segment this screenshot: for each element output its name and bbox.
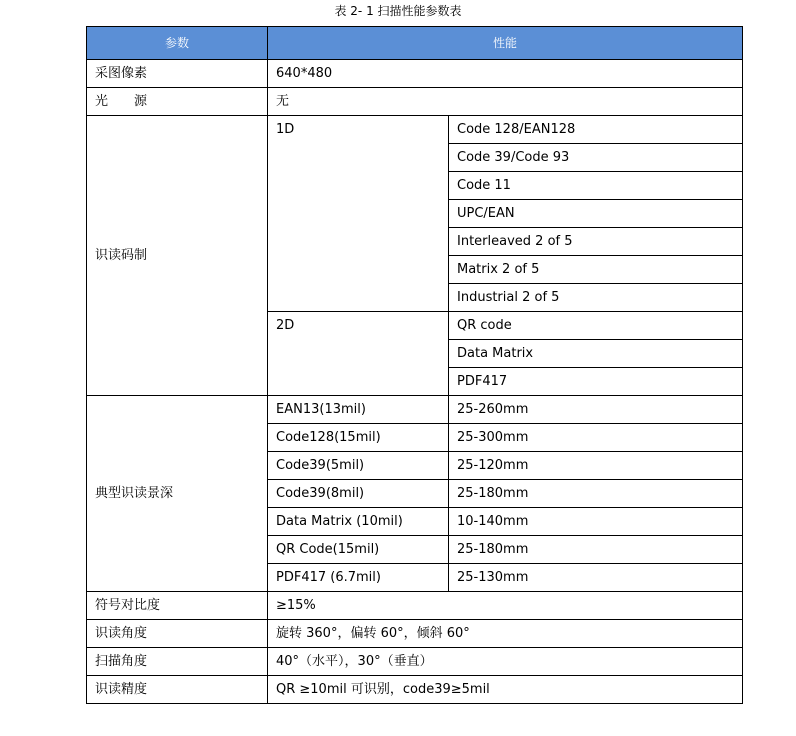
row-label: 光 源 bbox=[87, 88, 268, 116]
row-label: 识读精度 bbox=[87, 676, 268, 704]
row-value: ≥15% bbox=[268, 592, 743, 620]
table-row bbox=[87, 88, 743, 116]
depth-code: QR Code(15mil) bbox=[268, 536, 449, 564]
depth-code: Data Matrix (10mil) bbox=[268, 508, 449, 536]
depth-range: 25-180mm bbox=[449, 480, 743, 508]
symbology-item: QR code bbox=[449, 312, 743, 340]
row-label: 识读角度 bbox=[87, 620, 268, 648]
symbology-item: Code 11 bbox=[449, 172, 743, 200]
table-row bbox=[87, 116, 743, 144]
symbology-item: Industrial 2 of 5 bbox=[449, 284, 743, 312]
row-value: 旋转 360°，偏转 60°，倾斜 60° bbox=[268, 620, 743, 648]
table-row bbox=[87, 620, 743, 648]
depth-code: Code39(5mil) bbox=[268, 452, 449, 480]
symbology-item: Matrix 2 of 5 bbox=[449, 256, 743, 284]
row-label: 识读码制 bbox=[87, 116, 268, 396]
header-param: 参数 bbox=[87, 27, 268, 60]
table-row bbox=[87, 676, 743, 704]
row-value: 640*480 bbox=[268, 60, 743, 88]
table-row bbox=[87, 60, 743, 88]
row-value: 40°（水平），30°（垂直） bbox=[268, 648, 743, 676]
table-caption: 表 2- 1 扫描性能参数表 bbox=[334, 4, 462, 18]
symbology-item: PDF417 bbox=[449, 368, 743, 396]
depth-code: Code128(15mil) bbox=[268, 424, 449, 452]
symbology-item: Code 39/Code 93 bbox=[449, 144, 743, 172]
depth-code: EAN13(13mil) bbox=[268, 396, 449, 424]
depth-range: 25-260mm bbox=[449, 396, 743, 424]
row-label: 符号对比度 bbox=[87, 592, 268, 620]
table-row bbox=[87, 592, 743, 620]
row-value: QR ≥10mil 可识别，code39≥5mil bbox=[268, 676, 743, 704]
depth-code: PDF417 (6.7mil) bbox=[268, 564, 449, 592]
depth-range: 25-180mm bbox=[449, 536, 743, 564]
depth-range: 25-120mm bbox=[449, 452, 743, 480]
row-label: 扫描角度 bbox=[87, 648, 268, 676]
row-label: 采图像素 bbox=[87, 60, 268, 88]
symbology-item: UPC/EAN bbox=[449, 200, 743, 228]
row-value: 无 bbox=[268, 88, 743, 116]
table-row bbox=[87, 396, 743, 424]
scan-performance-table bbox=[86, 26, 743, 704]
depth-range: 25-300mm bbox=[449, 424, 743, 452]
row-label: 典型识读景深 bbox=[87, 396, 268, 592]
table-row bbox=[87, 648, 743, 676]
depth-code: Code39(8mil) bbox=[268, 480, 449, 508]
header-perf: 性能 bbox=[268, 27, 743, 60]
depth-range: 10-140mm bbox=[449, 508, 743, 536]
depth-range: 25-130mm bbox=[449, 564, 743, 592]
symbology-item: Code 128/EAN128 bbox=[449, 116, 743, 144]
symbology-item: Interleaved 2 of 5 bbox=[449, 228, 743, 256]
group-label: 2D bbox=[268, 312, 449, 396]
symbology-item: Data Matrix bbox=[449, 340, 743, 368]
header-row bbox=[87, 27, 743, 60]
group-label: 1D bbox=[268, 116, 449, 312]
